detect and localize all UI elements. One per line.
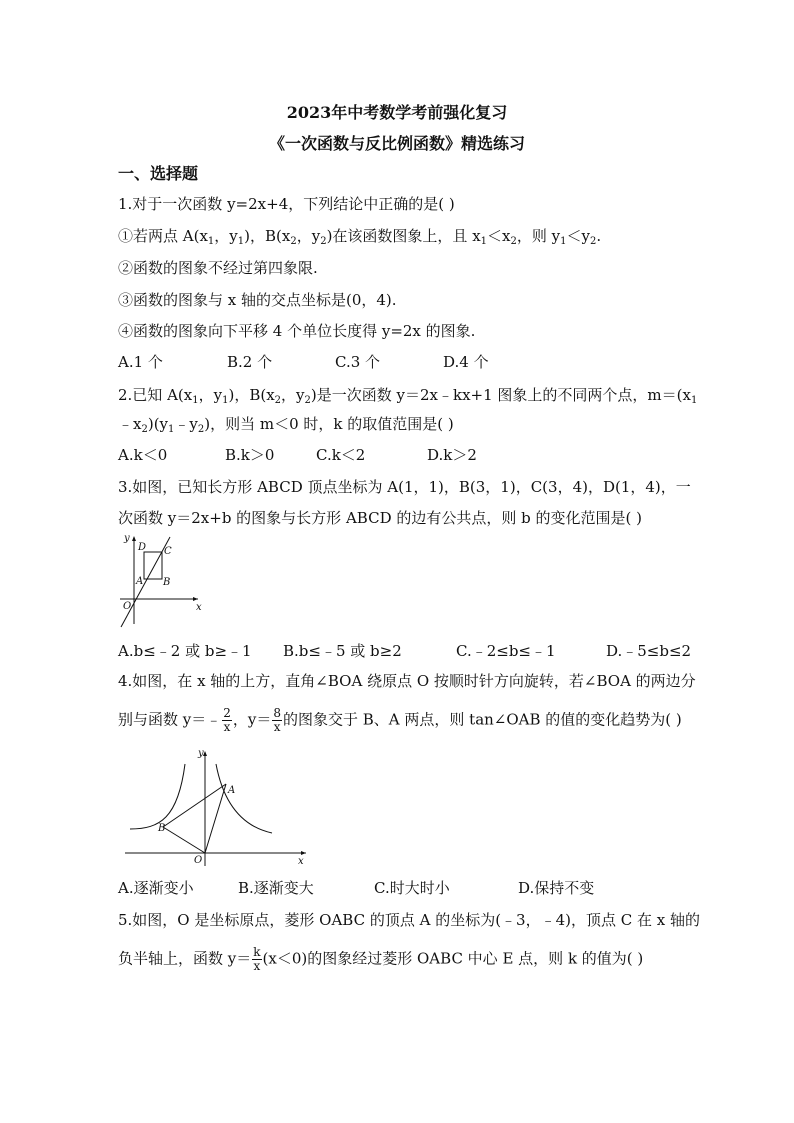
q4-label-x: x [298,856,304,867]
q3-label-d: D [138,542,147,553]
q1-option-b: B.2 个 [227,353,273,371]
q3-option-d: D.﹣5≤b≤2 [606,642,692,660]
q1-statement-3: ③函数的图象与 x 轴的交点坐标是(0，4). [118,291,397,309]
q5-fraction: $\frac{k}{x}$ [253,945,261,973]
q4-option-d: D.保持不变 [518,879,595,897]
q1-statement-2: ②函数的图象不经过第四象限. [118,259,318,277]
q4-option-c: C.时大时小 [374,879,450,897]
q4-figure [120,746,310,870]
q3-label-y: y [124,533,130,544]
q4-label-o: O [194,855,203,866]
q4-option-a: A.逐渐变小 [118,879,194,897]
q1-option-a: A.1 个 [118,353,163,371]
q2-option-b: B.k＞0 [225,446,275,464]
q4-label-b: B [158,823,166,834]
q2-option-d: D.k＞2 [427,446,477,464]
q4-segment-ob [163,827,205,853]
q3-line-2: 次函数 y＝2x+b 的图象与长方形 ABCD 的边有公共点，则 b 的变化范围是( ) [118,509,642,527]
q4-option-b: B.逐渐变大 [238,879,314,897]
q1-option-d: D.4 个 [443,353,489,371]
q3-option-c: C.﹣2≤b≤﹣1 [456,642,556,660]
q1-option-c: C.3 个 [335,353,381,371]
q4-curve-right [216,764,272,833]
q1-statement-4: ④函数的图象向下平移 4 个单位长度得 y=2x 的图象. [118,322,476,340]
doc-subtitle: 《一次函数与反比例函数》精选练习 [268,134,525,153]
q4-fraction-2: $\frac{8}{x}$ [273,706,282,734]
q3-option-b: B.b≤﹣5 或 b≥2 [283,642,402,660]
q5-line-1: 5.如图，O 是坐标原点，菱形 OABC 的顶点 A 的坐标为(﹣3，﹣4)，顶点 C 在 x 轴的 [118,911,700,929]
q5-line-2: 负半轴上，函数 y＝ $\frac{k}{x}$ (x＜0)的图象经过菱形 OABC 中心 E 点，则 k 的值为( ) [118,945,644,973]
q4-segment-oa [205,784,226,853]
q3-label-c: C [164,546,172,557]
q3-label-a: A [136,576,144,587]
q3-label-x: x [196,602,202,613]
q3-figure [112,532,204,632]
q1-stem: 1.对于一次函数 y=2x+4，下列结论中正确的是( ) [118,195,455,213]
q3-line-1: 3.如图，已知长方形 ABCD 顶点坐标为 A(1，1)，B(3，1)，C(3，4)，D(1，4)，一 [118,478,691,496]
q2-option-a: A.k＜0 [118,446,168,464]
q4-label-y: y [198,748,204,759]
q4-label-a: A [228,785,236,796]
q2-option-c: C.k＜2 [316,446,366,464]
q4-line-1: 4.如图，在 x 轴的上方，直角∠BOA 绕原点 O 按顺时针方向旋转，若∠BOA 的两边分 [118,672,696,690]
q4-segment-ab [163,784,226,827]
q4-fraction-1: $\frac{2}{x}$ [223,706,231,734]
q4-curve-left [130,764,185,829]
q3-label-o: O [123,601,132,612]
q2-line-1: 2.已知 $A(x_1$，$y_1$)，$B(x_2$，$y_2$)是一次函数 y＝2x﹣kx+1 图象上的不同两个点，$m=(x_1$ [118,386,698,406]
q3-option-a: A.b≤﹣2 或 b≥﹣1 [118,642,252,660]
q1-statement-1: ①若两点 $A(x_1$，$y_1$)，$B(x_2$，$y_2$)在该函数图象上，且 $x_1<x_2$，则 $y_1<y_2$. [118,227,602,247]
doc-title: 2023年中考数学考前强化复习 [286,103,508,122]
section-heading: 一、选择题 [118,164,199,183]
q2-line-2: $﹣x_2)(y_1﹣y_2)$，则当 m＜0 时，k 的取值范围是( ) [118,415,454,435]
q4-line-2: 别与函数 y＝﹣ $\frac{2}{x}$ ，y＝ $\frac{8}{x}$ 的图象交于 B、A 两点，则 tan∠OAB 的值的变化趋势为( ) [118,706,682,734]
q3-label-b: B [163,577,171,588]
